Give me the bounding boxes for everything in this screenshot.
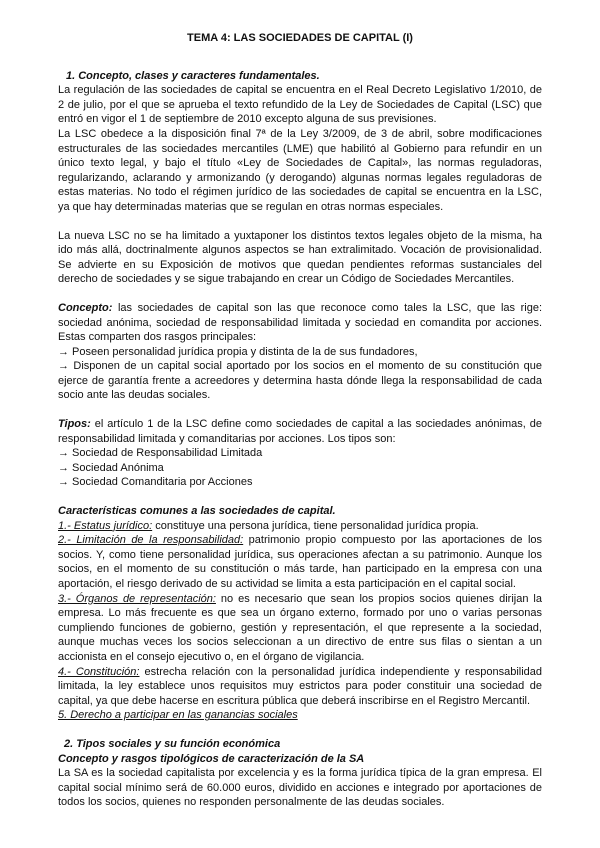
tipos-paragraph bbox=[58, 417, 542, 446]
paragraph: La nueva LSC no se ha limitado a yuxtaponer los distintos textos legales objeto de la misma, ha ido más allá, doctrinalmente algunos aspectos se han extralimitado. Vocación de provisionalidad. Se advierte en su Exposición de motivos que quedan pendientes reformas sustanciales del derecho de sociedades y se sigue trabajando en crear un Código de Sociedades Mercantiles. bbox=[58, 229, 542, 286]
item-text: estrecha relación con la personalidad jurídica independiente y responsabilidad limitada, la ley establece unos requisitos muy estrictos para poder constituir una sociedad de capital, ya que debe hacerse en escritura pública que deberá inscribirse en el Registro Mercantil. bbox=[58, 665, 543, 707]
item-text: no es necesario que sean los propios socios quienes dirijan la empresa. Lo más frecuente es que sea un órgano externo, formado por uno o varias personas cumpliendo funciones de gobierno, gestión y representación, el que represente a la sociedad, aunque muchas veces los socios seleccionan a un directivo de entre sus filas o sientan a un accionista en el consejo ejecutivo o, en el órgano de vigilancia. bbox=[58, 592, 542, 663]
concepto-paragraph bbox=[58, 301, 542, 345]
list-item bbox=[58, 519, 542, 534]
list-item: → Disponen de un capital social aportado por los socios en el momento de su constitución que ejerce de garantía frente a acreedores y determina hasta dónde llega la responsabilidad de cada socio ante las deudas sociales. bbox=[58, 360, 542, 402]
list-item bbox=[58, 533, 542, 591]
section1-heading: 1. Concepto, clases y caracteres fundamentales. bbox=[66, 69, 320, 82]
item-label: 3.- Órganos de representación: bbox=[58, 592, 216, 605]
paragraph: La LSC obedece a la disposición final 7ª de la Ley 3/2009, de 3 de abril, sobre modificaciones estructurales de las sociedades mercantiles (LME) que habilitó al Gobierno para refundir en un único texto legal, y bajo el título «Ley de Sociedades de Capital», las normas reguladoras, regularizando, aclarando y armonizando (y derogando) algunas normas legales reguladoras de estas materias. No todo el régimen jurídico de las sociedades de capital se encuentra en la LSC, ya que hay determinadas materias que se regulan en otras normas especiales. bbox=[58, 127, 542, 213]
item-label: 5. Derecho a participar en las ganancias sociales bbox=[58, 709, 298, 722]
section2-subheading: Concepto y rasgos tipológicos de caracterización de la SA bbox=[58, 752, 365, 765]
paragraph: La SA es la sociedad capitalista por excelencia y es la forma jurídica típica de la gran empresa. El capital social mínimo será de 60.000 euros, dividido en acciones e integrado por aportaciones de todos los socios, quienes no responden personalmente de las deudas sociales. bbox=[58, 767, 542, 809]
concepto-text: las sociedades de capital son las que reconoce como tales la LSC, que las rige: sociedad anónima, sociedad de responsabilidad limitada y sociedad en comandita por acciones. Estas comparten dos rasgos principales: bbox=[58, 301, 542, 344]
list-item bbox=[58, 708, 542, 723]
document-title: TEMA 4: LAS SOCIEDADES DE CAPITAL (I) bbox=[187, 32, 413, 44]
tipos-label: Tipos: bbox=[58, 418, 91, 431]
paragraph: La regulación de las sociedades de capital se encuentra en el Real Decreto Legislativo 1/2010, de 2 de julio, por el que se aprueba el texto refundido de la Ley de Sociedades de Capital (LSC) que entró en vigor el 1 de septiembre de 2010 excepto alguna de sus previsiones. bbox=[58, 84, 542, 126]
list-item bbox=[58, 665, 542, 709]
list-item: → Sociedad Anónima bbox=[58, 461, 164, 474]
list-item: → Poseen personalidad jurídica propia y distinta de la de sus fundadores, bbox=[58, 345, 418, 358]
item-label: 1.- Estatus jurídico: bbox=[58, 519, 153, 532]
list-item bbox=[58, 592, 542, 665]
item-label: 4.- Constitución: bbox=[58, 665, 140, 678]
concepto-label: Concepto: bbox=[58, 301, 113, 314]
document-page bbox=[58, 31, 542, 810]
item-label: 2.- Limitación de la responsabilidad: bbox=[58, 534, 244, 547]
item-text: patrimonio propio compuesto por las aportaciones de los socios. Y, como tiene personalidad jurídica, sus operaciones afectan a su patrimonio. Aunque los socios, en el momento de su constitución o más tarde, han participado en la empresa con una aportación, el riesgo derivado de su actividad se limita a esta participación en el capital social. bbox=[58, 534, 542, 590]
item-text: constituye una persona jurídica, tiene personalidad jurídica propia. bbox=[152, 519, 479, 532]
section2-heading: 2. Tipos sociales y su función económica bbox=[64, 737, 281, 750]
list-item: → Sociedad Comanditaria por Acciones bbox=[58, 476, 253, 489]
list-item: → Sociedad de Responsabilidad Limitada bbox=[58, 447, 263, 460]
tipos-text: el artículo 1 de la LSC define como sociedades de capital a las sociedades anónimas, de responsabilidad limitada y comanditarias por acciones. Los tipos son: bbox=[58, 418, 542, 445]
caracteristicas-heading: Características comunes a las sociedades de capital. bbox=[58, 505, 336, 518]
